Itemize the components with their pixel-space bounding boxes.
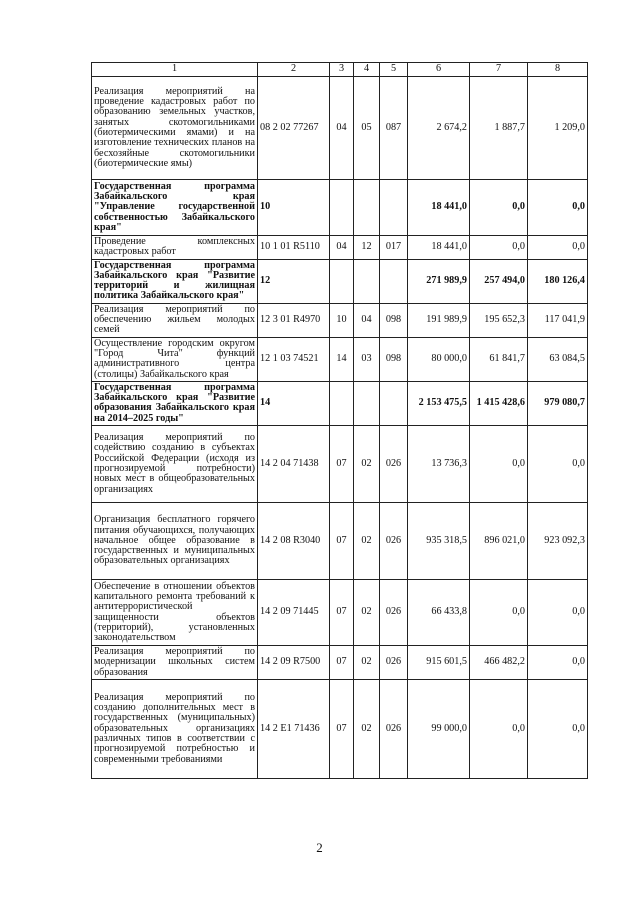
row-code-cell: 14 2 09 71445 (258, 580, 330, 646)
row-value-cell: 0,0 (470, 236, 528, 260)
row-value-cell: 0,0 (528, 236, 588, 260)
row-name-cell: Государственная программа Забайкальского края "Управление государственной собственностью Забайкальского края" (92, 180, 258, 236)
row-value-cell: 0,0 (470, 679, 528, 778)
table-row (92, 77, 588, 180)
row-value-cell: 2 674,2 (408, 77, 470, 180)
header-cell: 7 (470, 63, 528, 77)
header-cell: 3 (330, 63, 354, 77)
row-code-cell: 12 (258, 259, 330, 303)
row-vr-cell: 098 (380, 303, 408, 337)
header-cell: 5 (380, 63, 408, 77)
row-name-cell: Государственная программа Забайкальского края "Развитие образования Забайкальского края на 2014–2025 годы" (92, 381, 258, 425)
table-row (92, 646, 588, 680)
row-subsection-cell: 03 (354, 337, 380, 381)
row-section-cell: 07 (330, 580, 354, 646)
row-value-cell: 0,0 (528, 646, 588, 680)
row-value-cell: 117 041,9 (528, 303, 588, 337)
row-subsection-cell: 02 (354, 646, 380, 680)
row-name-cell: Обеспечение в отношении объектов капитального ремонта требований к антитеррористической защищенности объектов (территорий), установленных законодательством (92, 580, 258, 646)
row-name-cell: Государственная программа Забайкальского края "Развитие территорий и жилищная политика Забайкальского края" (92, 259, 258, 303)
row-name-cell: Реализация мероприятий по содействию созданию в субъектах Российской Федерации (исходя из прогнозируемой потребности) новых мест в общеобразовательных организациях (92, 426, 258, 503)
row-code-cell: 12 3 01 R4970 (258, 303, 330, 337)
row-value-cell: 63 084,5 (528, 337, 588, 381)
row-value-cell: 915 601,5 (408, 646, 470, 680)
row-value-cell: 0,0 (528, 426, 588, 503)
row-value-cell: 1 415 428,6 (470, 381, 528, 425)
row-code-cell: 08 2 02 77267 (258, 77, 330, 180)
row-value-cell: 896 021,0 (470, 503, 528, 580)
row-value-cell: 66 433,8 (408, 580, 470, 646)
table-row (92, 679, 588, 778)
row-value-cell: 80 000,0 (408, 337, 470, 381)
row-vr-cell: 026 (380, 426, 408, 503)
row-subsection-cell (354, 259, 380, 303)
row-section-cell (330, 259, 354, 303)
row-section-cell: 07 (330, 503, 354, 580)
table-row (92, 503, 588, 580)
row-subsection-cell (354, 180, 380, 236)
row-value-cell: 0,0 (470, 580, 528, 646)
row-section-cell: 14 (330, 337, 354, 381)
row-value-cell: 1 887,7 (470, 77, 528, 180)
row-subsection-cell: 04 (354, 303, 380, 337)
table-row (92, 580, 588, 646)
row-value-cell: 13 736,3 (408, 426, 470, 503)
table-row (92, 303, 588, 337)
row-code-cell: 12 1 03 74521 (258, 337, 330, 381)
row-code-cell: 10 (258, 180, 330, 236)
row-value-cell: 191 989,9 (408, 303, 470, 337)
row-value-cell: 0,0 (470, 426, 528, 503)
row-vr-cell: 026 (380, 646, 408, 680)
row-subsection-cell: 02 (354, 580, 380, 646)
row-name-cell: Проведение комплексных кадастровых работ (92, 236, 258, 260)
row-value-cell: 180 126,4 (528, 259, 588, 303)
row-name-cell: Реализация мероприятий по обеспечению жильем молодых семей (92, 303, 258, 337)
row-value-cell: 923 092,3 (528, 503, 588, 580)
table-row (92, 426, 588, 503)
row-code-cell: 14 2 04 71438 (258, 426, 330, 503)
row-subsection-cell (354, 381, 380, 425)
row-vr-cell: 026 (380, 679, 408, 778)
row-value-cell: 99 000,0 (408, 679, 470, 778)
row-code-cell: 14 2 E1 71436 (258, 679, 330, 778)
row-subsection-cell: 05 (354, 77, 380, 180)
row-section-cell: 04 (330, 236, 354, 260)
row-code-cell: 14 2 09 R7500 (258, 646, 330, 680)
row-name-cell: Осуществление городским округом "Город Чита" функций административного центра (столицы) Забайкальского края (92, 337, 258, 381)
row-vr-cell (380, 259, 408, 303)
row-vr-cell: 017 (380, 236, 408, 260)
table-row (92, 381, 588, 425)
table-row (92, 236, 588, 260)
header-cell: 4 (354, 63, 380, 77)
row-section-cell: 07 (330, 426, 354, 503)
header-cell: 8 (528, 63, 588, 77)
row-name-cell: Организация бесплатного горячего питания обучающихся, получающих начальное общее образование в государственных и муниципальных образовательных организациях (92, 503, 258, 580)
row-vr-cell: 026 (380, 503, 408, 580)
row-value-cell: 271 989,9 (408, 259, 470, 303)
row-vr-cell: 098 (380, 337, 408, 381)
row-vr-cell (380, 381, 408, 425)
header-cell: 2 (258, 63, 330, 77)
row-name-cell: Реализация мероприятий по модернизации школьных систем образования (92, 646, 258, 680)
row-name-cell: Реализация мероприятий по созданию дополнительных мест в государственных (муниципальных) образовательных организациях различных типов в соответствии с прогнозируемой потребностью и современными требованиями (92, 679, 258, 778)
header-cell: 6 (408, 63, 470, 77)
row-value-cell: 979 080,7 (528, 381, 588, 425)
row-value-cell: 0,0 (528, 580, 588, 646)
row-section-cell (330, 180, 354, 236)
row-subsection-cell: 12 (354, 236, 380, 260)
table-body (92, 63, 588, 779)
row-code-cell: 14 2 08 R3040 (258, 503, 330, 580)
row-value-cell: 18 441,0 (408, 180, 470, 236)
budget-table (91, 62, 588, 779)
row-section-cell: 07 (330, 646, 354, 680)
row-name-cell: Реализация мероприятий на проведение кадастровых работ по образованию земельных участков, занятых скотомогильниками (биотермическими ямами) и на изготовление технических планов на бесхозяйные скотомогильники (биотермические ямы) (92, 77, 258, 180)
row-vr-cell: 026 (380, 580, 408, 646)
table-row (92, 259, 588, 303)
row-subsection-cell: 02 (354, 679, 380, 778)
row-value-cell: 61 841,7 (470, 337, 528, 381)
row-value-cell: 1 209,0 (528, 77, 588, 180)
table-row (92, 180, 588, 236)
row-value-cell: 257 494,0 (470, 259, 528, 303)
row-vr-cell (380, 180, 408, 236)
row-value-cell: 935 318,5 (408, 503, 470, 580)
row-vr-cell: 087 (380, 77, 408, 180)
row-section-cell: 04 (330, 77, 354, 180)
page-number: 2 (316, 840, 323, 855)
row-value-cell: 195 652,3 (470, 303, 528, 337)
row-subsection-cell: 02 (354, 426, 380, 503)
row-section-cell (330, 381, 354, 425)
row-value-cell: 18 441,0 (408, 236, 470, 260)
row-value-cell: 0,0 (528, 180, 588, 236)
row-value-cell: 2 153 475,5 (408, 381, 470, 425)
row-section-cell: 10 (330, 303, 354, 337)
row-value-cell: 466 482,2 (470, 646, 528, 680)
table-row (92, 337, 588, 381)
header-cell: 1 (92, 63, 258, 77)
table-header-row (92, 63, 588, 77)
row-subsection-cell: 02 (354, 503, 380, 580)
row-section-cell: 07 (330, 679, 354, 778)
row-code-cell: 14 (258, 381, 330, 425)
row-value-cell: 0,0 (470, 180, 528, 236)
row-code-cell: 10 1 01 R5110 (258, 236, 330, 260)
row-value-cell: 0,0 (528, 679, 588, 778)
